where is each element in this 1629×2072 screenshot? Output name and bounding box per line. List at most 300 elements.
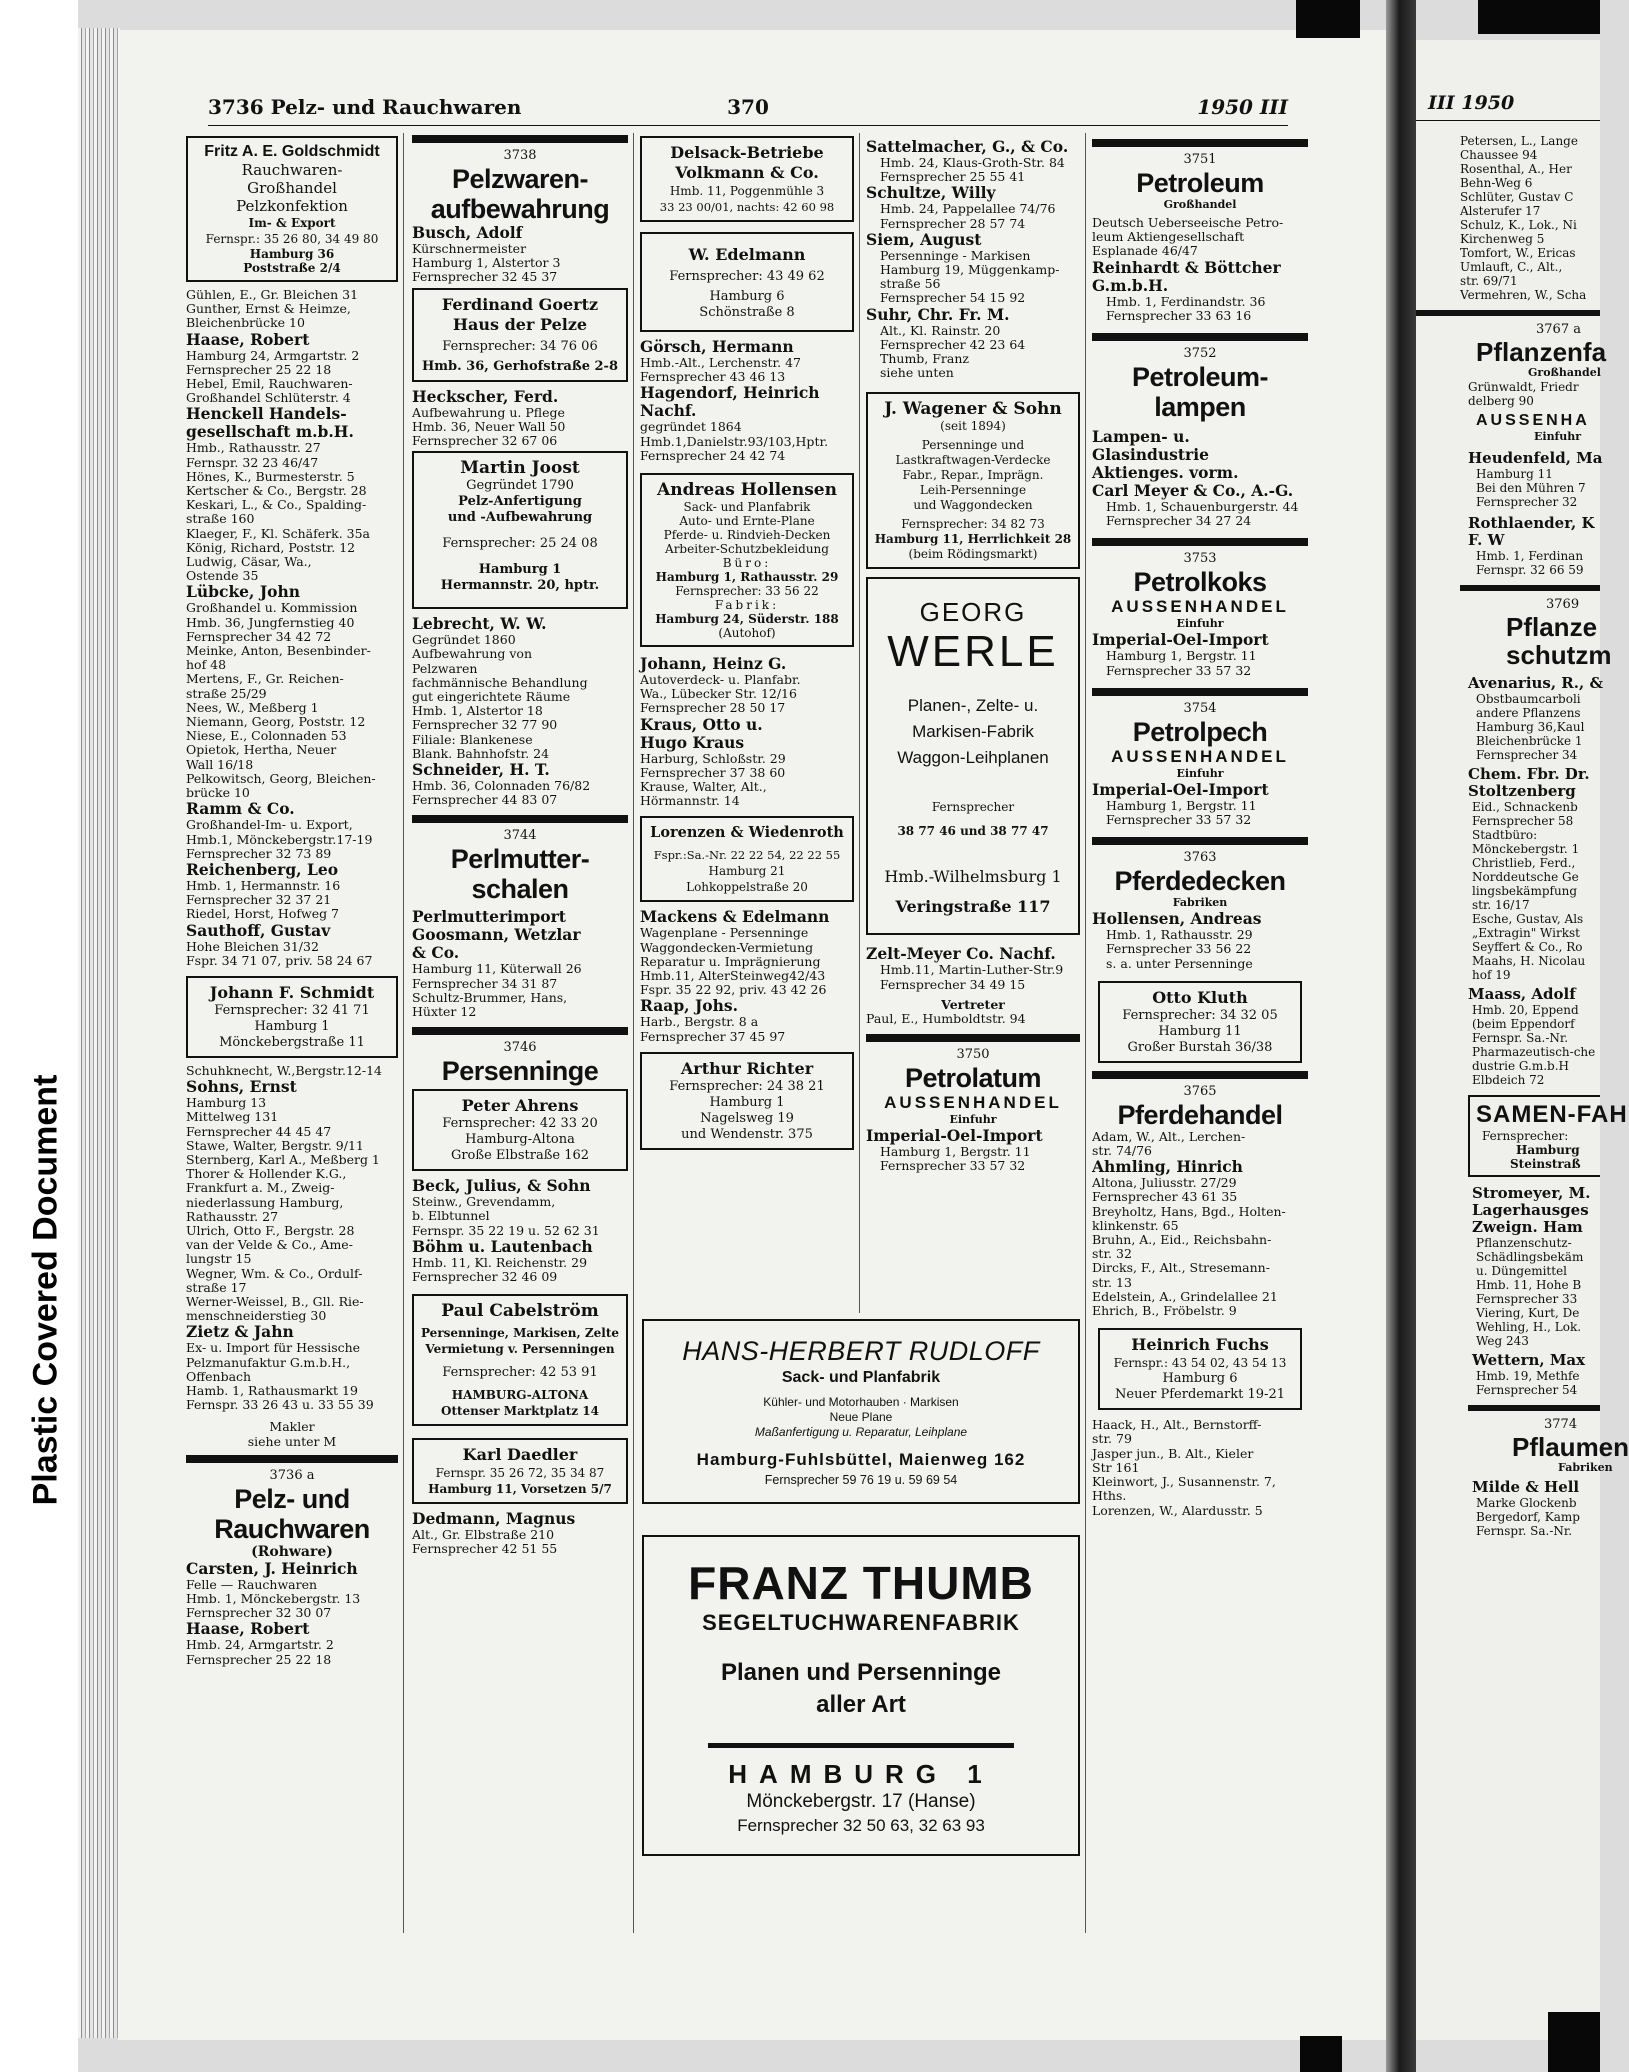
text-line: Steinw., Grevendamm,: [412, 1194, 556, 1210]
text-line: Fernsprecher 37 45 97: [640, 1028, 786, 1044]
text-line: menschneiderstieg 30: [186, 1308, 327, 1324]
section-number: 3754: [1183, 700, 1217, 716]
text-line: leum Aktiengesellschaft: [1092, 229, 1245, 245]
ad-line: Waggon-Leihplanen: [897, 748, 1049, 768]
text-line: Fernsprecher 37 38 60: [640, 764, 786, 780]
ad-box-goldschmidt: [186, 136, 398, 282]
ad-line: Pelzkonfektion: [236, 197, 348, 215]
section-number: 3744: [503, 828, 537, 844]
text-line: F. W: [1468, 531, 1505, 549]
text-line: Vermehren, W., Scha: [1460, 288, 1587, 302]
text-line: Behn-Weg 6: [1460, 176, 1533, 190]
entry-name: Dedmann, Magnus: [412, 1509, 576, 1529]
column-rule: [403, 133, 404, 1933]
text-line: Fernsprecher 34 31 87: [412, 975, 558, 991]
ad-title: HANS-HERBERT RUDLOFF: [682, 1336, 1040, 1366]
trade-label: AUSSENHANDEL: [884, 1093, 1062, 1113]
text-line: Fernsprecher 25 55 41: [880, 169, 1026, 185]
entry-name: Ramm & Co.: [186, 799, 295, 819]
text-line: Glasindustrie: [1092, 445, 1209, 465]
text-line: Hamburg 36,Kaul: [1476, 720, 1585, 734]
text-line: Klaeger, F., Kl. Schäferk. 35a: [186, 525, 371, 541]
right-entries: [1416, 380, 1600, 408]
entry-list: [186, 940, 398, 968]
ad-line: Sack- und Planfabrik: [781, 1369, 941, 1386]
section-rule: [1416, 310, 1600, 316]
entry-name: Ahmling, Hinrich: [1092, 1157, 1243, 1177]
text-line: Alt., Kl. Rainstr. 20: [880, 322, 1001, 338]
text-line: Hmb.11, Martin-Luther-Str.9: [880, 962, 1064, 978]
text-line: Fspr. 34 71 07, priv. 58 24 67: [186, 952, 373, 968]
text-line: Fernsprecher 34: [1476, 748, 1578, 762]
ad-line: Hmb. 11, Poggenmühle 3: [669, 184, 825, 198]
text-line: Ulrich, Otto F., Bergstr. 28: [186, 1222, 355, 1238]
text-line: Umlauft, C., Alt.,: [1460, 260, 1563, 274]
text-line: Fernspr. Sa.-Nr.: [1476, 1524, 1573, 1538]
text-line: Fernsprecher 43 46 13: [640, 369, 786, 385]
entry-name: Mackens & Edelmann: [640, 907, 830, 927]
ad-line: aller Art: [816, 1691, 906, 1718]
column-5: [1092, 133, 1308, 1518]
section-rule: [412, 815, 628, 823]
section-title: Pferdehandel: [1117, 1099, 1283, 1130]
text-line: Frankfurt a. M., Zweig-: [186, 1180, 335, 1196]
text-line: Ex- u. Import für Hessische: [186, 1340, 361, 1356]
ad-box-thumb: [642, 1535, 1080, 1856]
entry-name: [412, 908, 628, 962]
ad-box-ahrens: [412, 1089, 628, 1171]
ad-line: HAMBURG-ALTONA: [451, 1388, 589, 1403]
entry-list: [412, 1256, 628, 1284]
entry-list: [186, 601, 398, 800]
text-line: Fernsprecher 32: [1476, 495, 1578, 509]
text-line: Weg 243: [1476, 1334, 1529, 1348]
ad-title: Volkmann & Co.: [675, 163, 819, 182]
text-line: Hamburg 1, Alstertor 3: [412, 255, 561, 271]
text-line: Opietok, Hertha, Neuer: [186, 742, 337, 758]
entry-name: Heudenfeld, Ma: [1468, 449, 1603, 467]
section-title: Petrolatum: [904, 1063, 1042, 1094]
ad-line: Fernsprecher 32 50 63, 32 63 93: [737, 1816, 985, 1835]
section-number: 3736 a: [269, 1467, 315, 1483]
text-line: Bei den Mühren 7: [1476, 481, 1586, 495]
ad-line: Im- & Export: [248, 216, 336, 230]
text-line: lingsbekämpfung: [1472, 884, 1578, 898]
text-line: delberg 90: [1468, 394, 1534, 408]
text-line: Hagendorf, Heinrich: [640, 383, 820, 403]
column-4: [866, 138, 1080, 1174]
text-line: Kürschnermeister: [412, 241, 527, 256]
text-line: dustrie G.m.b.H: [1472, 1059, 1570, 1073]
page-number: 370: [727, 95, 769, 119]
text-line: Hths.: [1092, 1488, 1127, 1504]
section-rule: [1468, 1405, 1600, 1411]
text-line: Hmb.-Alt., Lerchenstr. 47: [640, 355, 801, 370]
text-line: brücke 10: [186, 785, 250, 801]
text-line: Hebel, Emil, Rauchwaren-: [186, 376, 353, 392]
ad-title: Haus der Pelze: [452, 314, 588, 334]
text-line: König, Richard, Poststr. 12: [186, 539, 356, 555]
ad-line: Fernspr. 35 26 72, 35 34 87: [435, 1466, 605, 1481]
text-line: Bleichenbrücke 1: [1476, 734, 1583, 748]
entry-list: [412, 779, 628, 807]
entry-list: [412, 633, 628, 761]
text-line: Hmb. 24, Pappelallee 74/76: [880, 201, 1056, 217]
text-line: siehe unter M: [247, 1433, 337, 1449]
text-line: Lagerhausges: [1472, 1201, 1589, 1219]
text-line: Bleichenbrücke 10: [186, 315, 305, 331]
entry-name: Görsch, Hermann: [640, 337, 794, 356]
entry-list: [1092, 1418, 1308, 1517]
section-rule: [1092, 538, 1308, 546]
ad-line: Mönckebergstraße 11: [219, 1034, 365, 1050]
text-line: Alsterufer 17: [1460, 204, 1541, 218]
text-line: Ehrich, B., Fröbelstr. 9: [1092, 1303, 1237, 1319]
page-header: [208, 95, 1288, 126]
section-number: 3765: [1183, 1083, 1217, 1099]
section-rule: [412, 135, 628, 143]
text-line: Hamburg 11: [1476, 467, 1553, 481]
text-line: Fernsprecher 54: [1476, 1383, 1578, 1397]
text-line: schutzm: [1506, 640, 1612, 670]
section-subtitle: (Rohware): [251, 1543, 333, 1560]
right-header-rule: [1416, 120, 1600, 121]
text-line: hof 48: [186, 657, 227, 673]
text-line: b. Elbtunnel: [412, 1208, 490, 1224]
entry-list: [412, 242, 628, 285]
text-line: Chem. Fbr. Dr.: [1468, 765, 1590, 783]
text-line: Gegründet 1860: [412, 632, 516, 648]
section-number: 3751: [1183, 152, 1217, 167]
ad-box-lorenzen: [640, 816, 854, 902]
ad-line: und Waggondecken: [913, 498, 1033, 513]
ad-line: Hamburg-Fuhlsbüttel, Maienweg 162: [696, 1450, 1026, 1469]
text-line: Pflanzenschutz-: [1476, 1236, 1572, 1250]
ad-line: Fernsprecher: 25 24 08: [442, 536, 598, 552]
trade-label: AUSSENHANDEL: [1111, 597, 1289, 617]
entry-list: [186, 1096, 398, 1323]
entry-list: [640, 752, 854, 809]
ad-line: Ottenser Marktplatz 14: [441, 1404, 599, 1419]
text-line: straße 17: [186, 1279, 247, 1295]
entry-list: [1092, 799, 1308, 827]
section-title: Petroleum: [1136, 168, 1264, 198]
text-line: Makler: [269, 1419, 315, 1435]
text-line: Grünwaldt, Friedr: [1468, 380, 1579, 394]
entry-list: [866, 202, 1080, 230]
text-line: Jasper jun., B. Alt., Kieler: [1092, 1445, 1254, 1461]
ad-box-cabelstrom: [412, 1294, 628, 1426]
ad-title: Delsack-Betriebe: [670, 143, 824, 162]
entry-name: Reichenberg, Leo: [186, 859, 339, 879]
text-line: Fspr. 35 22 92, priv. 43 42 26: [640, 982, 827, 998]
ad-title: FRANZ THUMB: [688, 1557, 1034, 1609]
ad-line: Fernsprecher: 34 82 73: [901, 517, 1045, 532]
ad-line: Hamburg 6: [1162, 1371, 1238, 1387]
right-page: [1416, 40, 1629, 2040]
ad-box-werle: [866, 577, 1080, 935]
text-line: Fernspr. 32 23 46/47: [186, 454, 319, 470]
text-line: Wegner, Wm. & Co., Ordulf-: [186, 1265, 363, 1281]
text-line: Felle — Rauchwaren: [186, 1576, 318, 1592]
text-line: Hmb. 1, Mönckebergstr. 13: [186, 1591, 361, 1606]
text-line: Hörmannstr. 14: [640, 793, 740, 809]
ad-line: Pferde- u. Rindvieh-Decken: [663, 528, 831, 543]
section-rule: [186, 1455, 398, 1463]
text-line: Kraus, Otto u.: [640, 714, 763, 734]
text-line: Sternberg, Karl A., Meßberg 1: [186, 1151, 380, 1167]
section-rule: [866, 1034, 1080, 1042]
ad-line: Pelz-Anfertigung: [458, 494, 582, 510]
ad-line: Fabr., Repar., Imprägn.: [902, 468, 1044, 483]
ad-line: Rauchwaren-: [241, 161, 343, 179]
text-line: Bergedorf, Kamp: [1476, 1510, 1580, 1524]
ad-box-richter: [640, 1052, 854, 1150]
text-line: Stromeyer, M.: [1472, 1184, 1591, 1202]
text-line: Hamburg 24, Armgartstr. 2: [186, 347, 360, 363]
text-line: lungstr 15: [186, 1251, 252, 1267]
ad-line: Hamburg 1: [254, 1018, 330, 1034]
ad-line: Großer Burstah 36/38: [1127, 1039, 1273, 1055]
section-rule: [1092, 837, 1308, 845]
section-subtitle: Einfuhr: [1176, 617, 1224, 631]
entry-list: [186, 1638, 398, 1666]
ad-line: 38 77 46 und 38 77 47: [897, 824, 1049, 839]
ad-line: Fernsprecher: 42 33 20: [442, 1116, 598, 1132]
text-line: Nachf.: [640, 401, 697, 421]
entry-name: Maass, Adolf: [1468, 985, 1576, 1003]
entry-name: [1092, 428, 1308, 500]
text-line: G.m.b.H.: [1092, 275, 1169, 295]
text-line: Fernsprecher 43 61 35: [1092, 1189, 1238, 1205]
ad-line: Lohkoppelstraße 20: [686, 880, 808, 895]
text-line: Fernsprecher 44 83 07: [412, 792, 558, 808]
entry-name: Avenarius, R., &: [1468, 674, 1603, 692]
text-line: Kertscher & Co., Bergstr. 28: [186, 483, 367, 499]
text-line: Lorenzen, W., Alardusstr. 5: [1092, 1502, 1263, 1518]
text-line: Rosenthal, A., Her: [1460, 162, 1572, 176]
ad-box-hollensen: [640, 473, 854, 647]
text-line: Stoltzenberg: [1468, 782, 1576, 800]
entry-name: Beck, Julius, & Sohn: [412, 1176, 591, 1196]
entry-list: [640, 1015, 854, 1043]
entry-list: [186, 1064, 398, 1078]
text-line: Christlieb, Ferd.,: [1472, 856, 1576, 870]
entry-name: Hollensen, Andreas: [1092, 909, 1262, 929]
text-line: Fernsprecher 24 42 74: [640, 447, 786, 463]
entry-list: [866, 1145, 1080, 1173]
text-line: Wehling, H., Lok.: [1476, 1320, 1582, 1334]
text-line: Rothlaender, K: [1468, 514, 1595, 532]
entry-list: [1092, 1130, 1308, 1158]
text-line: Mertens, F., Gr. Reichen-: [186, 671, 344, 687]
text-line: Fernsprecher 32 77 90: [412, 717, 558, 733]
text-line: Esche, Gustav, Als: [1472, 912, 1584, 926]
ad-line: Sack- und Planfabrik: [683, 500, 811, 515]
text-line: Offenbach: [186, 1368, 252, 1384]
text-line: Hmb. 19, Methfe: [1476, 1369, 1580, 1383]
entry-list: [640, 356, 854, 384]
ad-line: Hamburg 1: [478, 562, 562, 578]
text-line: Fernsprecher 34 27 24: [1106, 513, 1252, 529]
text-line: Rauchwaren: [214, 1513, 370, 1544]
entry-name: Lübcke, John: [186, 582, 301, 602]
entry-list: [186, 349, 398, 406]
text-line: Nees, W., Meßberg 1: [186, 699, 319, 715]
column-rule: [633, 133, 634, 1933]
section-subtitle: Einfuhr: [949, 1113, 997, 1127]
ad-line: Persenninge und: [921, 438, 1025, 453]
ad-line: Hmb.-Wilhelmsburg 1: [884, 867, 1062, 887]
text-line: str. 13: [1092, 1274, 1132, 1290]
ad-line: Neuer Pferdemarkt 19-21: [1115, 1387, 1285, 1403]
section-subtitle: Fabriken: [1172, 896, 1228, 910]
text-line: Deutsch Ueberseeische Petro-: [1092, 215, 1284, 230]
text-line: Hamburg 1, Bergstr. 11: [1106, 797, 1257, 813]
text-line: Fernsprecher 34 49 15: [880, 976, 1026, 992]
entry-name: Imperial-Oel-Import: [1092, 630, 1269, 650]
text-line: Mönckebergstr. 1: [1472, 842, 1580, 856]
text-line: u. Düngemittel: [1476, 1264, 1568, 1278]
section-title: [1092, 362, 1308, 422]
ad-line: Arbeiter-Schutzbekleidung: [665, 542, 829, 557]
book-page-edges: [78, 28, 120, 2038]
section-number: 3774: [1544, 1417, 1578, 1432]
text-line: Fernsprecher 54 15 92: [880, 290, 1026, 306]
entry-name: Raap, Johs.: [640, 996, 739, 1016]
text-line: gegründet 1864: [640, 419, 742, 435]
text-line: Altona, Juliusstr. 27/29: [1092, 1175, 1237, 1191]
ad-title: Ferdinand Goertz: [441, 294, 599, 314]
text-line: Kleinwort, J., Susannenstr. 7,: [1092, 1474, 1276, 1490]
text-line: klinkenstr. 65: [1092, 1217, 1179, 1233]
entry-list: [186, 288, 398, 331]
entry-name: Imperial-Oel-Import: [866, 1126, 1043, 1146]
text-line: Reinhardt & Böttcher: [1092, 257, 1281, 277]
ad-title: Peter Ahrens: [461, 1096, 579, 1116]
text-line: Hmb. 1, Rathausstr. 29: [1106, 927, 1253, 943]
ad-box-rudloff: [642, 1319, 1080, 1504]
section-subtitle: Einfuhr: [1534, 430, 1582, 443]
section-rule: [1092, 139, 1308, 147]
text-line: Wa., Lübecker Str. 12/16: [640, 686, 797, 702]
ad-line: Fspr.:Sa.-Nr. 22 22 54, 22 22 55: [653, 848, 841, 863]
entry-name: Schneider, H. T.: [412, 760, 550, 780]
text-line: Hamburg 13: [186, 1095, 267, 1111]
text-line: str. 74/76: [1092, 1143, 1153, 1159]
entry-name: Haase, Robert: [186, 1619, 310, 1639]
text-line: Obstbaumcarboli: [1476, 692, 1581, 706]
text-line: Hmb.11, AlterSteinweg42/43: [640, 968, 826, 984]
trade-label: AUSSENHA: [1476, 412, 1590, 429]
text-line: Pelzwaren: [412, 660, 478, 676]
ad-box-goertz: [412, 288, 628, 382]
ad-box-schmidt: [186, 976, 398, 1058]
text-line: Fernsprecher 34 42 72: [186, 628, 332, 644]
ad-line: Große Elbstraße 162: [450, 1148, 590, 1164]
text-line: Hmb. 36, Neuer Wall 50: [412, 418, 566, 434]
right-entries: [1416, 692, 1600, 762]
text-line: Hmb. 1, Ferdinandstr. 36: [1106, 293, 1266, 309]
ad-line: Planen-, Zelte- u.: [907, 696, 1039, 716]
text-line: str. 79: [1092, 1431, 1132, 1447]
text-line: Krause, Walter, Alt.,: [640, 779, 767, 795]
text-line: Werner-Weissel, B., Gll. Rie-: [186, 1293, 364, 1309]
text-line: Perlmutterimport: [412, 907, 566, 927]
text-line: Adam, W., Alt., Lerchen-: [1092, 1128, 1246, 1144]
text-line: siehe unten: [880, 365, 954, 381]
column-rule: [859, 133, 860, 1313]
text-line: Thorer & Hollender K.G.,: [186, 1166, 347, 1182]
ad-line: Maßanfertigung u. Reparatur, Leihplane: [754, 1425, 968, 1439]
text-line: Hugo Kraus: [640, 732, 745, 752]
right-column: [1416, 134, 1629, 1538]
text-line: Fernsprecher 33 57 32: [880, 1158, 1026, 1174]
text-line: Filiale: Blankenese: [412, 731, 533, 747]
ad-line: SEGELTUCHWARENFABRIK: [702, 1610, 1020, 1635]
entry-name: [1416, 766, 1600, 800]
ad-line: Leih-Persenninge: [919, 483, 1027, 498]
ad-line: Mönckebergstr. 17 (Hanse): [746, 1791, 976, 1812]
ad-title: W. Edelmann: [688, 245, 806, 264]
text-line: Hmb. 24, Klaus-Groth-Str. 84: [880, 155, 1065, 170]
text-line: Schultz-Brummer, Hans,: [412, 989, 568, 1005]
entry-name: Schultze, Willy: [866, 183, 996, 203]
text-line: Aufbewahrung u. Pflege: [412, 404, 565, 420]
ad-line: und Wendenstr. 375: [681, 1126, 813, 1142]
ad-line: Schönstraße 8: [699, 305, 795, 320]
text-line: gesellschaft m.b.H.: [186, 422, 354, 442]
ad-line: (beim Rödingsmarkt): [908, 547, 1038, 562]
ad-title: GEORG: [919, 597, 1027, 628]
text-line: fachmännische Behandlung: [412, 674, 588, 690]
entry-list: [1092, 649, 1308, 677]
ad-line: Fernsprecher: 24 38 21: [669, 1078, 825, 1094]
text-line: Hamburg 1, Bergstr. 11: [880, 1144, 1031, 1160]
text-line: Ostende 35: [186, 568, 259, 584]
text-line: Bruhn, A., Eid., Reichsbahn-: [1092, 1232, 1272, 1248]
ad-rule: [708, 1743, 1014, 1748]
text-line: Aktienges. vorm.: [1092, 463, 1239, 483]
text-line: Schlüter, Gustav C: [1460, 190, 1574, 204]
text-line: Mittelweg 131: [186, 1109, 279, 1125]
sidebar-label: Plastic Covered Document: [26, 1074, 65, 1506]
text-line: Marke Glockenb: [1476, 1496, 1577, 1510]
entry-list: [1092, 1176, 1308, 1318]
text-line: Blank. Bahnhofstr. 24: [412, 745, 550, 761]
entry-list: [412, 1195, 628, 1238]
text-line: Goosmann, Wetzlar: [412, 925, 581, 945]
text-line: Eid., Schnackenb: [1472, 800, 1578, 814]
text-line: Pelzmanufaktur G.m.b.H.,: [186, 1354, 351, 1370]
text-line: Hohe Bleichen 31/32: [186, 938, 319, 954]
section-number: 3752: [1183, 346, 1217, 362]
entry-list: [640, 673, 854, 716]
right-entries: [1416, 1236, 1600, 1348]
section-title: Petrolkoks: [1133, 567, 1267, 598]
text-line: Schulz, K., Lok., Ni: [1460, 218, 1577, 232]
text-line: Fernsprecher 42 23 64: [880, 336, 1026, 352]
text-line: Norddeutsche Ge: [1472, 870, 1579, 884]
column-1: [186, 133, 398, 1667]
text-line: Hmb.1,Danielstr.93/103,Hptr.: [640, 433, 829, 449]
ad-line: Gegründet 1790: [466, 478, 574, 494]
entry-list: [866, 963, 1080, 991]
text-line: Alt., Gr. Elbstraße 210: [412, 1527, 555, 1543]
section-subtitle: Großhandel: [1163, 198, 1237, 211]
ad-line: (seit 1894): [940, 419, 1006, 434]
section-title: Persenninge: [441, 1056, 599, 1087]
